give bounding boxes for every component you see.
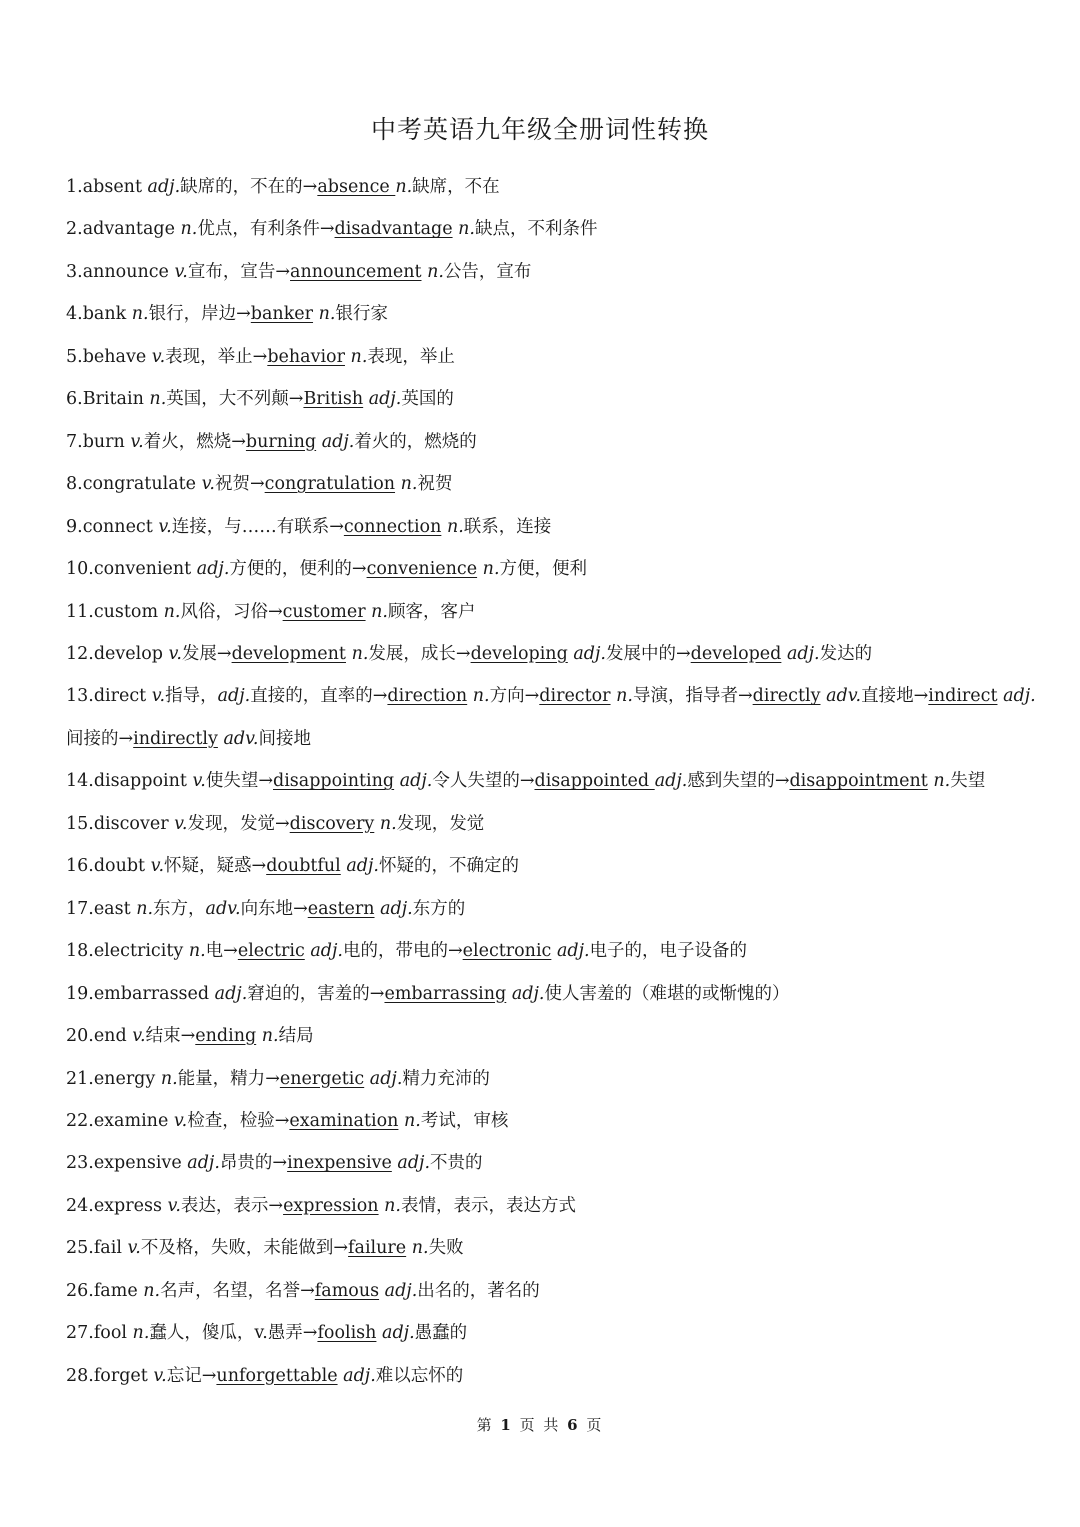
entry-text: 公告，宣布 (443, 261, 532, 282)
list-item (66, 888, 1026, 930)
part-of-speech: v. (132, 1026, 146, 1047)
entry-text: 令人失望的 (432, 771, 520, 792)
part-of-speech: adj. (346, 856, 379, 877)
part-of-speech: v. (151, 686, 166, 707)
entry-text: 方向 (489, 686, 525, 707)
part-of-speech: adj. (382, 1323, 415, 1344)
entry-text: 16.doubt (66, 856, 151, 877)
part-of-speech: n. (379, 813, 397, 834)
entry-text: 蠢人，傻瓜，v.愚弄 (149, 1323, 303, 1344)
part-of-speech: n. (411, 1238, 429, 1259)
derived-word: indirect (928, 686, 998, 707)
arrow: → (329, 516, 344, 537)
part-of-speech: n. (143, 1280, 161, 1301)
part-of-speech: n. (458, 219, 475, 240)
part-of-speech: adv. (223, 728, 259, 749)
entry-text: 能量，精力 (177, 1068, 266, 1089)
list-item (66, 463, 1026, 505)
list-item (66, 421, 1026, 463)
derived-word: expression (283, 1195, 379, 1216)
part-of-speech: n. (132, 1323, 150, 1344)
entry-text: 表情，表示，表达方式 (401, 1195, 576, 1216)
part-of-speech: adj. (573, 643, 606, 664)
entry-text: 发展，成长 (368, 643, 456, 664)
part-of-speech: n. (163, 601, 181, 622)
derived-word: development (231, 643, 346, 664)
list-item (66, 293, 1026, 335)
entry-text: 祝贺 (417, 474, 453, 495)
arrow: → (319, 219, 335, 240)
list-item (66, 1355, 1026, 1397)
list-item (66, 760, 1026, 802)
part-of-speech: adj. (368, 389, 402, 410)
list-item (66, 803, 1026, 845)
list-item (66, 166, 1026, 208)
arrow: → (524, 686, 540, 707)
derived-word: failure (348, 1238, 407, 1259)
part-of-speech: n. (351, 643, 369, 664)
entry-text: 22.examine (66, 1110, 174, 1131)
entry-text: 24.express (66, 1195, 168, 1216)
list-item (66, 1185, 1026, 1227)
entry-text: 感到失望的 (687, 771, 775, 792)
derived-word: announcement (290, 261, 422, 282)
entry-text: 17.east (66, 898, 137, 919)
derived-word: connection (343, 516, 442, 537)
arrow: → (455, 643, 471, 664)
entry-text: 祝贺 (214, 474, 250, 495)
part-of-speech: n. (482, 559, 500, 580)
entry-text: 间接的 (66, 728, 119, 749)
arrow: → (265, 1068, 280, 1089)
part-of-speech: n. (933, 771, 951, 792)
derived-word: directly (752, 686, 821, 707)
entry-text: 结局 (278, 1026, 314, 1047)
entry-text: 缺点，不利条件 (474, 219, 598, 240)
entry-text: 发现，发觉 (396, 813, 485, 834)
entry-text: 方便的，便利的 (229, 559, 352, 580)
entry-text: 7.burn (66, 431, 131, 452)
part-of-speech: v. (151, 346, 166, 367)
arrow: → (369, 983, 385, 1004)
entry-text: 着火的，燃烧的 (354, 431, 477, 452)
derived-word: absence (317, 177, 396, 197)
arrow: → (216, 643, 232, 664)
part-of-speech: adj. (214, 983, 248, 1004)
entry-text: 风俗，习俗 (180, 601, 268, 622)
entry-text: 1.absent (66, 177, 148, 197)
derived-word: disappointed (534, 771, 655, 792)
part-of-speech: adj. (1003, 686, 1036, 707)
entry-text: 28.forget (66, 1365, 154, 1386)
arrow: → (118, 728, 134, 749)
part-of-speech: v. (192, 771, 206, 792)
part-of-speech: adj. (380, 898, 413, 919)
part-of-speech: n. (180, 219, 198, 240)
entry-text: 4.bank (66, 304, 132, 325)
entry-text: 27.fool (66, 1323, 133, 1344)
derived-word: burning (245, 431, 317, 452)
entry-text: 表现，举止 (367, 346, 455, 367)
list-item (66, 591, 1026, 633)
list-item (66, 633, 1026, 675)
derived-word: inexpensive (287, 1153, 392, 1174)
footer-prefix: 第 (476, 1416, 494, 1434)
part-of-speech: adj. (369, 1068, 403, 1089)
derived-word: foolish (317, 1323, 377, 1344)
entry-text: 不及格，失败，未能做到 (140, 1238, 334, 1259)
derived-word: indirectly (133, 728, 218, 749)
entry-text: 怀疑的，不确定的 (378, 856, 519, 877)
page-title: 中考英语九年级全册词性转换 (370, 115, 709, 144)
part-of-speech: n. (318, 304, 336, 325)
entry-text: 5.behave (66, 346, 152, 367)
entry-text: 缺席的，不在的 (180, 177, 303, 197)
part-of-speech: v. (201, 474, 215, 495)
entry-text: 导演，指导者 (632, 686, 738, 707)
entry-text: 连接，与……有联系 (171, 516, 330, 537)
arrow: → (913, 686, 929, 707)
part-of-speech: v. (153, 1365, 167, 1386)
entry-text: 联系，连接 (463, 516, 552, 537)
part-of-speech: adj. (399, 771, 433, 792)
entry-text: 表达，表示 (180, 1195, 269, 1216)
part-of-speech: v. (173, 1110, 188, 1131)
entry-text: 25.fail (66, 1238, 128, 1259)
part-of-speech: adj. (321, 431, 355, 452)
part-of-speech: n. (384, 1195, 401, 1216)
entry-text: 9.connect (66, 516, 159, 537)
entry-text: 出名的，著名的 (417, 1280, 540, 1301)
derived-word: doubtful (266, 856, 341, 877)
entry-text: 11.custom (66, 601, 164, 622)
entry-text: 宣布，宣告 (187, 261, 276, 282)
entry-text: 使失望 (205, 771, 259, 792)
part-of-speech: n. (350, 346, 368, 367)
entry-text: 19.embarrassed (66, 983, 215, 1004)
entry-text: 间接地 (258, 728, 311, 749)
entry-text: 直接的，直率的 (250, 686, 373, 707)
derived-word: congratulation (264, 474, 396, 495)
entry-text: 英国的 (401, 389, 454, 410)
entry-text: 13.direct (66, 686, 152, 707)
list-item (66, 973, 1026, 1015)
list-item (66, 845, 1026, 887)
derived-word: unforgettable (216, 1365, 338, 1386)
arrow: → (293, 898, 308, 919)
entry-text: 缺席，不在 (412, 177, 500, 197)
entry-text: 直接地 (861, 686, 914, 707)
arrow: → (333, 1238, 349, 1259)
entry-text: 21.energy (66, 1068, 161, 1089)
arrow: → (302, 1323, 318, 1344)
derived-word: British (303, 389, 364, 410)
derived-word: developing (470, 643, 568, 664)
entry-text: 14.disappoint (66, 771, 193, 792)
arrow: → (180, 1026, 196, 1047)
entry-text: 窘迫的，害羞的 (247, 983, 370, 1004)
arrow: → (252, 346, 268, 367)
arrow: → (275, 261, 291, 282)
part-of-speech: n. (149, 389, 167, 410)
list-item (66, 1227, 1026, 1269)
entry-text: 8.congratulate (66, 474, 202, 495)
arrow: → (351, 559, 367, 580)
arrow: → (288, 389, 304, 410)
list-item (66, 675, 1036, 760)
word-list (66, 166, 1036, 1397)
entry-text: 银行，岸边 (148, 304, 237, 325)
part-of-speech: v. (150, 856, 165, 877)
part-of-speech: adj. (786, 643, 820, 664)
footer-current-page: 1 (500, 1416, 513, 1434)
entry-text: 精力充沛的 (402, 1068, 490, 1089)
entry-text: 东方， (153, 898, 206, 919)
list-item (66, 930, 1026, 972)
part-of-speech: adj. (556, 941, 590, 962)
entry-text: 12.develop (66, 643, 169, 664)
list-item (66, 506, 1026, 548)
part-of-speech: v. (174, 813, 188, 834)
arrow: → (447, 941, 463, 962)
entry-text: 发达的 (819, 643, 873, 664)
part-of-speech: n. (261, 1026, 279, 1047)
arrow: → (676, 643, 691, 664)
entry-text: 15.discover (66, 813, 175, 834)
part-of-speech: adj. (397, 1153, 431, 1174)
arrow: → (251, 856, 267, 877)
list-item (66, 336, 1026, 378)
derived-word: behavior (267, 346, 345, 367)
derived-word: electronic (462, 941, 552, 962)
part-of-speech: adj. (343, 1365, 376, 1386)
derived-word: convenience (366, 559, 478, 580)
entry-text: 6.Britain (66, 389, 150, 410)
derived-word: direction (387, 686, 468, 707)
entry-text: 电子的，电子设备的 (589, 941, 748, 962)
entry-text: 发展 (181, 643, 217, 664)
arrow: → (201, 1365, 217, 1386)
entry-text: 方便，便利 (499, 559, 588, 580)
entry-text: 3.announce (66, 261, 175, 282)
derived-word: examination (289, 1110, 399, 1131)
entry-text: 失败 (428, 1238, 464, 1259)
list-item (66, 1270, 1026, 1312)
entry-text: 东方的 (412, 898, 466, 919)
arrow: → (267, 601, 283, 622)
part-of-speech: adv. (826, 686, 862, 707)
part-of-speech: n. (404, 1110, 421, 1131)
entry-text: 不贵的 (430, 1153, 483, 1174)
derived-word: electric (237, 941, 305, 962)
entry-text: 2.advantage (66, 219, 181, 240)
part-of-speech: v. (167, 1195, 181, 1216)
arrow: → (231, 431, 246, 452)
derived-word: energetic (279, 1068, 365, 1089)
part-of-speech: adj. (196, 559, 230, 580)
entry-text: 26.fame (66, 1280, 144, 1301)
list-item (66, 1100, 1026, 1142)
entry-text: 着火，燃烧 (143, 431, 232, 452)
arrow: → (737, 686, 753, 707)
part-of-speech: v. (174, 261, 188, 282)
derived-word: developed (690, 643, 782, 664)
derived-word: embarrassing (384, 983, 507, 1004)
derived-word: discovery (289, 813, 375, 834)
list-item (66, 1312, 1026, 1354)
arrow: → (302, 177, 318, 197)
part-of-speech: adj. (217, 686, 251, 707)
entry-text: 使人害羞的（难堪的或惭愧的） (544, 983, 790, 1004)
entry-text: 发展中的 (606, 643, 676, 664)
part-of-speech: n. (371, 601, 388, 622)
list-item (66, 378, 1026, 420)
entry-text: 银行家 (335, 304, 388, 325)
arrow: → (236, 304, 251, 325)
derived-word: disappointing (273, 771, 395, 792)
part-of-speech: n. (446, 516, 464, 537)
footer-middle: 页 共 (519, 1416, 561, 1434)
derived-word: customer (282, 601, 366, 622)
entry-text: 昂贵的 (219, 1153, 273, 1174)
derived-word: disadvantage (334, 219, 453, 240)
page-footer (0, 1414, 1080, 1435)
part-of-speech: v. (168, 643, 182, 664)
entry-text: 发现，发觉 (187, 813, 275, 834)
part-of-speech: v. (127, 1238, 141, 1259)
entry-text: 向东地 (240, 898, 294, 919)
part-of-speech: n. (427, 261, 444, 282)
part-of-speech: adj. (187, 1153, 220, 1174)
entry-text: 失望 (950, 771, 986, 792)
list-item (66, 1142, 1026, 1184)
arrow: → (372, 686, 388, 707)
part-of-speech: v. (130, 431, 144, 452)
entry-text: 考试，审核 (420, 1110, 509, 1131)
part-of-speech: n. (472, 686, 490, 707)
entry-text: 怀疑，疑惑 (164, 856, 252, 877)
derived-word: ending (195, 1026, 257, 1047)
part-of-speech: adv. (205, 898, 241, 919)
part-of-speech: n. (160, 1068, 178, 1089)
entry-text: 检查，检验 (187, 1110, 275, 1131)
derived-word: eastern (307, 898, 375, 919)
footer-suffix: 页 (586, 1416, 604, 1434)
list-item (66, 1058, 1026, 1100)
entry-text: 23.expensive (66, 1153, 188, 1174)
entry-text: 电 (205, 941, 224, 962)
part-of-speech: adj. (147, 177, 181, 197)
arrow: → (258, 771, 273, 792)
part-of-speech: adj. (384, 1280, 418, 1301)
derived-word: banker (250, 304, 314, 325)
part-of-speech: n. (188, 941, 206, 962)
arrow: → (272, 1153, 288, 1174)
part-of-speech: n. (395, 177, 413, 197)
arrow: → (774, 771, 790, 792)
list-item (66, 208, 1026, 250)
arrow: → (300, 1280, 315, 1301)
part-of-speech: n. (136, 898, 154, 919)
entry-text: 18.electricity (66, 941, 189, 962)
footer-total-pages: 6 (567, 1416, 580, 1434)
derived-word: famous (314, 1280, 380, 1301)
part-of-speech: adj. (310, 941, 343, 962)
arrow: → (249, 474, 265, 495)
arrow: → (268, 1195, 284, 1216)
part-of-speech: n. (616, 686, 633, 707)
part-of-speech: adj. (654, 771, 688, 792)
list-item (66, 548, 1026, 590)
entry-text: 顾客，客户 (387, 601, 476, 622)
entry-text: 表现，举止 (165, 346, 253, 367)
arrow: → (274, 1110, 290, 1131)
entry-text: 忘记 (166, 1365, 202, 1386)
arrow: → (223, 941, 238, 962)
derived-word: director (539, 686, 611, 707)
arrow: → (519, 771, 535, 792)
entry-text: 20.end (66, 1026, 133, 1047)
entry-text: 结束 (145, 1026, 181, 1047)
entry-text: 指导， (165, 686, 218, 707)
part-of-speech: v. (158, 516, 172, 537)
entry-text: 电的，带电的 (342, 941, 448, 962)
part-of-speech: n. (131, 304, 149, 325)
entry-text: 难以忘怀的 (375, 1365, 464, 1386)
derived-word: disappointment (789, 771, 928, 792)
list-item (66, 251, 1026, 293)
part-of-speech: n. (400, 474, 418, 495)
entry-text: 英国，大不列颠 (166, 389, 289, 410)
entry-text: 优点，有利条件 (197, 219, 320, 240)
list-item (66, 1015, 1026, 1057)
arrow: → (275, 813, 290, 834)
entry-text: 名声，名望，名誉 (160, 1280, 301, 1301)
part-of-speech: adj. (511, 983, 545, 1004)
entry-text: 愚蠢的 (414, 1323, 468, 1344)
entry-text: 10.convenient (66, 559, 197, 580)
